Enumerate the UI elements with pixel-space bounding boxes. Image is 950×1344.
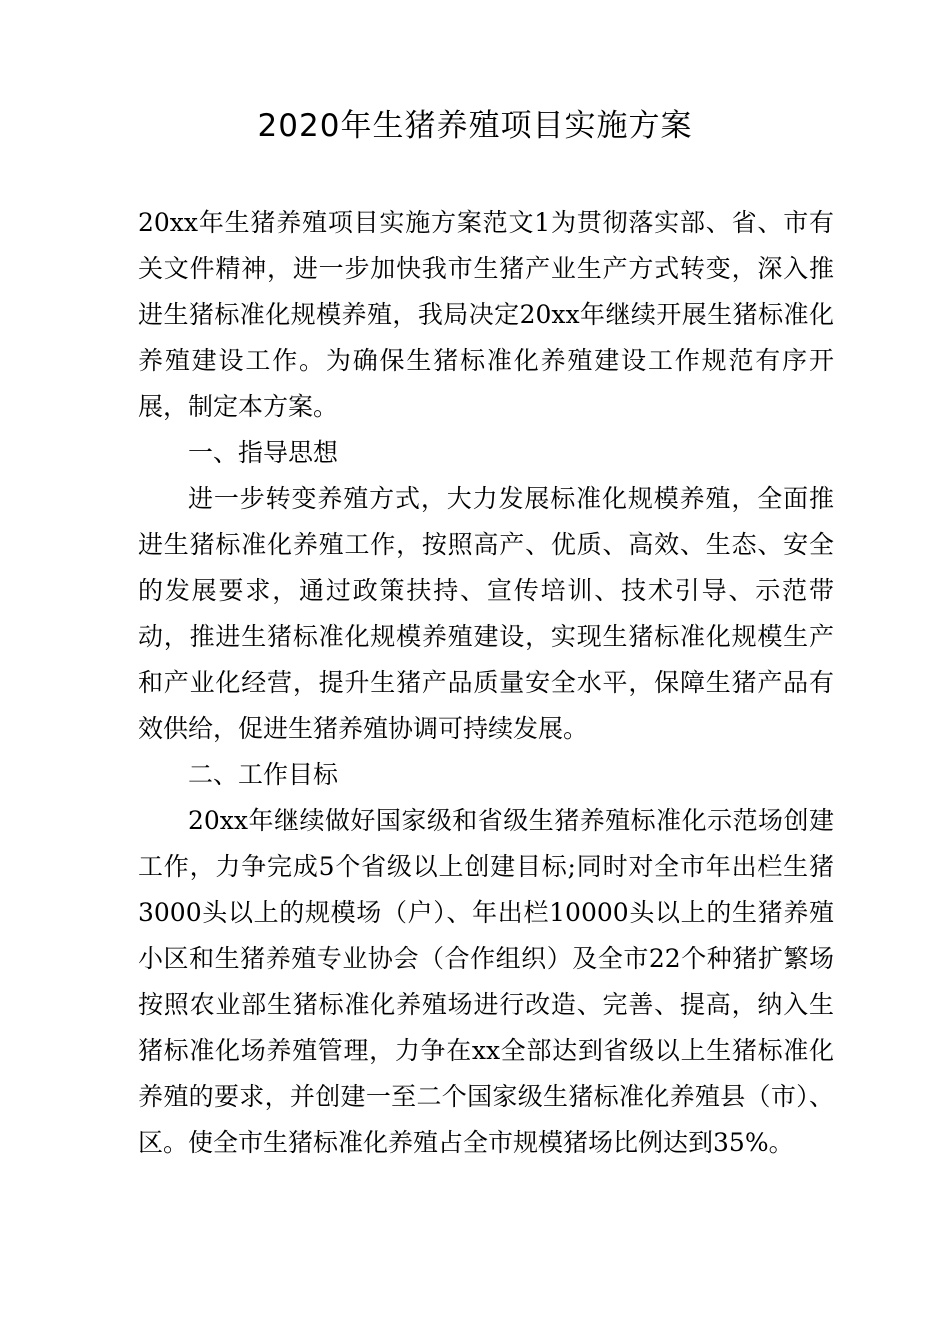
section-heading-guiding-ideology: 一、指导思想 — [188, 438, 339, 467]
document-title: 2020年生猪养殖项目实施方案 — [257, 108, 693, 144]
section-heading-work-goals: 二、工作目标 — [188, 760, 339, 789]
document-body — [138, 200, 834, 1166]
paragraph-intro: 20xx年生猪养殖项目实施方案范文1为贯彻落实部、省、市有关文件精神，进一步加快我市生猪产业生产方式转变，深入推进生猪标准化规模养殖，我局决定20xx年继续开展生猪标准化养殖建设工作。为确保生猪标准化养殖建设工作规范有序开展，制定本方案。 — [138, 208, 834, 421]
paragraph-guiding-ideology: 进一步转变养殖方式，大力发展标准化规模养殖，全面推进生猪标准化养殖工作，按照高产、优质、高效、生态、安全的发展要求，通过政策扶持、宣传培训、技术引导、示范带动，推进生猪标准化规模养殖建设，实现生猪标准化规模生产和产业化经营，提升生猪产品质量安全水平，保障生猪产品有效供给，促进生猪养殖协调可持续发展。 — [138, 484, 834, 743]
paragraph-work-goals: 20xx年继续做好国家级和省级生猪养殖标准化示范场创建工作，力争完成5个省级以上创建目标;同时对全市年出栏生猪3000头以上的规模场（户）、年出栏10000头以上的生猪养殖小区和生猪养殖专业协会（合作组织）及全市22个种猪扩繁场按照农业部生猪标准化养殖场进行改造、完善、提高，纳入生猪标准化场养殖管理，力争在xx全部达到省级以上生猪标准化养殖的要求，并创建一至二个国家级生猪标准化养殖县（市）、区。使全市生猪标准化养殖占全市规模猪场比例达到35%。 — [138, 806, 834, 1157]
